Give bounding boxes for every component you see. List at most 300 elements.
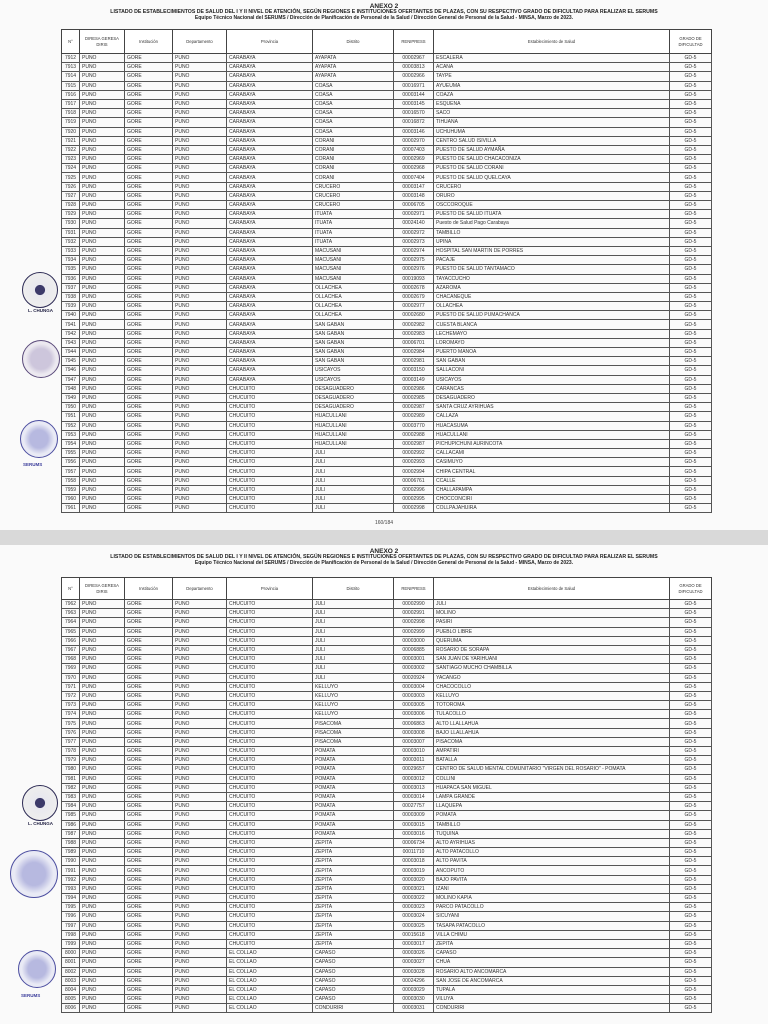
column-header: RENIPRESS: [394, 30, 434, 54]
table-cell: CAPASO: [313, 949, 394, 958]
table-cell: CAPASO: [313, 985, 394, 994]
table-cell: PUNO: [80, 412, 125, 421]
table-cell: GORE: [125, 191, 173, 200]
table-cell: PUNO: [80, 136, 125, 145]
table-cell: PUNO: [173, 467, 227, 476]
table-cell: CHUCUITO: [227, 485, 313, 494]
table-cell: PUNO: [173, 439, 227, 448]
anexo-label: ANEXO 2: [369, 3, 399, 10]
table-cell: UCHUHUMA: [434, 127, 670, 136]
table-cell: GORE: [125, 384, 173, 393]
table-cell: ROSARIO DE SORAPA: [434, 645, 670, 654]
table-cell: PUNO: [80, 338, 125, 347]
table-cell: PISACOMA: [313, 719, 394, 728]
table-cell: GD-5: [670, 485, 712, 494]
table-row: [62, 664, 712, 673]
table-cell: BATALLA: [434, 756, 670, 765]
table-cell: CHUCUITO: [227, 495, 313, 504]
column-header: Provincia: [227, 30, 313, 54]
table-cell: CHUCUITO: [227, 939, 313, 948]
table-cell: PUNO: [80, 664, 125, 673]
table-cell: SICUYANI: [434, 912, 670, 921]
table-cell: 00003031: [394, 1004, 434, 1013]
table-row: [62, 256, 712, 265]
table-cell: 7979: [62, 756, 80, 765]
table-cell: CHUCUITO: [227, 476, 313, 485]
table-cell: 7986: [62, 820, 80, 829]
table-cell: COAZA: [434, 90, 670, 99]
table-cell: GD-5: [670, 430, 712, 439]
table-cell: PUNO: [80, 173, 125, 182]
table-cell: 00002984: [394, 348, 434, 357]
table-cell: 8000: [62, 949, 80, 958]
table-cell: HUACULLANI: [313, 439, 394, 448]
table-cell: PUNO: [173, 329, 227, 338]
table-cell: CHUCUITO: [227, 884, 313, 893]
table-cell: POMATA: [313, 756, 394, 765]
table-cell: GORE: [125, 719, 173, 728]
table-cell: CONDURIRI: [434, 1004, 670, 1013]
table-cell: GORE: [125, 118, 173, 127]
table-cell: GD-5: [670, 476, 712, 485]
table-cell: GORE: [125, 848, 173, 857]
table-row: [62, 476, 712, 485]
table-cell: CONDURIRI: [313, 1004, 394, 1013]
table-cell: 00002976: [394, 265, 434, 274]
table-cell: PUNO: [80, 985, 125, 994]
table-cell: PUNO: [173, 256, 227, 265]
table-cell: PUNO: [80, 72, 125, 81]
table-cell: MACUSANI: [313, 246, 394, 255]
table-cell: GORE: [125, 145, 173, 154]
table-cell: PUNO: [80, 627, 125, 636]
table-row: [62, 756, 712, 765]
table-cell: CHALLAPAMPA: [434, 485, 670, 494]
table-cell: PUNO: [80, 467, 125, 476]
table-cell: 00002992: [394, 449, 434, 458]
table-cell: CHUCUITO: [227, 811, 313, 820]
table-cell: 7962: [62, 600, 80, 609]
table-cell: CARABAYA: [227, 173, 313, 182]
table-cell: PUNO: [80, 811, 125, 820]
table-cell: HUAPACA SAN MIGUEL: [434, 783, 670, 792]
table-cell: GD-5: [670, 921, 712, 930]
table-cell: CHACOCOLLO: [434, 682, 670, 691]
serums-seal-stamp: [10, 850, 58, 898]
table-cell: SAN JUAN DE YARIHUANI: [434, 655, 670, 664]
table-cell: PUNO: [173, 609, 227, 618]
table-cell: CALLACAMI: [434, 449, 670, 458]
table-row: [62, 857, 712, 866]
table-cell: SAN GABAN: [313, 329, 394, 338]
table-cell: GD-5: [670, 903, 712, 912]
table-row: [62, 939, 712, 948]
table-cell: 7940: [62, 311, 80, 320]
table-row: [62, 811, 712, 820]
table-cell: ITUATA: [313, 210, 394, 219]
table-row: [62, 719, 712, 728]
table-cell: 7951: [62, 412, 80, 421]
table-cell: PUNO: [173, 985, 227, 994]
table-cell: POMATA: [434, 811, 670, 820]
table-cell: PUNO: [173, 366, 227, 375]
table-cell: COLLPAJAHUIRA: [434, 504, 670, 513]
stamp-signature-label: L. CHUNGA: [28, 308, 53, 313]
table-cell: PUNO: [80, 976, 125, 985]
table-cell: CARABAYA: [227, 292, 313, 301]
table-cell: GD-5: [670, 393, 712, 402]
table-cell: 7983: [62, 792, 80, 801]
table-cell: GD-5: [670, 81, 712, 90]
table-cell: GORE: [125, 504, 173, 513]
table-cell: PUNO: [173, 357, 227, 366]
table-cell: 00003144: [394, 90, 434, 99]
table-cell: 7988: [62, 838, 80, 847]
table-cell: 7987: [62, 829, 80, 838]
table-cell: GORE: [125, 357, 173, 366]
column-header: Provincia: [227, 578, 313, 600]
table-cell: PISACOMA: [313, 728, 394, 737]
table-cell: GD-5: [670, 384, 712, 393]
table-cell: PUNO: [80, 403, 125, 412]
table-row: [62, 439, 712, 448]
table-cell: PUNO: [173, 756, 227, 765]
table-cell: GORE: [125, 645, 173, 654]
table-cell: 00002991: [394, 609, 434, 618]
table-cell: CAPASO: [313, 967, 394, 976]
table-cell: OLLACHEA: [313, 302, 394, 311]
table-cell: SAN GABAN: [313, 320, 394, 329]
table-cell: PUNO: [80, 645, 125, 654]
table-cell: GD-5: [670, 894, 712, 903]
table-row: [62, 421, 712, 430]
table-cell: PUNO: [80, 495, 125, 504]
table-cell: 7942: [62, 329, 80, 338]
table-cell: 7945: [62, 357, 80, 366]
table-cell: PUNO: [80, 618, 125, 627]
table-cell: USICAYOS: [313, 366, 394, 375]
table-cell: GD-5: [670, 811, 712, 820]
table-cell: PUNO: [173, 636, 227, 645]
table-cell: 8005: [62, 995, 80, 1004]
table-cell: 7939: [62, 302, 80, 311]
table-cell: PUNO: [80, 219, 125, 228]
table-cell: GD-5: [670, 939, 712, 948]
table-cell: 00003150: [394, 366, 434, 375]
table-cell: 7950: [62, 403, 80, 412]
table-cell: 8004: [62, 985, 80, 994]
table-cell: GORE: [125, 875, 173, 884]
table-row: [62, 884, 712, 893]
table-row: [62, 90, 712, 99]
table-cell: HOSPITAL SAN MARTIN DE PORRES: [434, 246, 670, 255]
table-cell: CAPASO: [313, 976, 394, 985]
table-cell: YACANGO: [434, 673, 670, 682]
table-cell: 7947: [62, 375, 80, 384]
table-cell: GORE: [125, 136, 173, 145]
table-cell: PUNO: [80, 476, 125, 485]
table-row: [62, 747, 712, 756]
table-cell: PUNO: [80, 884, 125, 893]
table-cell: PUNO: [80, 329, 125, 338]
table-cell: PUNO: [80, 375, 125, 384]
table-cell: LECHEMAYO: [434, 329, 670, 338]
table-cell: 7985: [62, 811, 80, 820]
table-cell: 7915: [62, 81, 80, 90]
table-cell: GORE: [125, 99, 173, 108]
table-cell: 00002994: [394, 467, 434, 476]
table-cell: PUNO: [173, 375, 227, 384]
table-cell: POMATA: [313, 783, 394, 792]
table-cell: 00003008: [394, 728, 434, 737]
table-row: [62, 600, 712, 609]
table-cell: 7937: [62, 283, 80, 292]
table-cell: PUNO: [80, 439, 125, 448]
table-cell: PUNO: [173, 829, 227, 838]
page-header: [0, 0, 768, 22]
table-cell: PUNO: [173, 393, 227, 402]
table-cell: CHUA: [434, 958, 670, 967]
table-cell: SAN GABAN: [434, 357, 670, 366]
table-cell: 7918: [62, 109, 80, 118]
table-cell: 00003027: [394, 958, 434, 967]
table-cell: OLLACHEA: [313, 283, 394, 292]
table-cell: ANCOPUTO: [434, 866, 670, 875]
table-cell: CARABAYA: [227, 283, 313, 292]
column-header: Distrito: [313, 578, 394, 600]
table-cell: CARABAYA: [227, 81, 313, 90]
table-cell: GORE: [125, 655, 173, 664]
table-cell: TAYACCUCHO: [434, 274, 670, 283]
table-row: [62, 903, 712, 912]
table-cell: PUNO: [173, 728, 227, 737]
table-cell: PUNO: [80, 636, 125, 645]
table-row: [62, 728, 712, 737]
table-cell: GD-5: [670, 967, 712, 976]
table-cell: GD-5: [670, 283, 712, 292]
table-cell: PUNO: [173, 283, 227, 292]
table-cell: PUNO: [80, 311, 125, 320]
table-cell: PUNO: [173, 783, 227, 792]
table-cell: 00003018: [394, 857, 434, 866]
table-row: [62, 930, 712, 939]
table-cell: 7974: [62, 710, 80, 719]
table-cell: 7982: [62, 783, 80, 792]
table-cell: GORE: [125, 949, 173, 958]
table-cell: 7966: [62, 636, 80, 645]
table-cell: POMATA: [313, 829, 394, 838]
table-cell: SAN GABAN: [313, 348, 394, 357]
table-cell: 7946: [62, 366, 80, 375]
table-cell: CHUCUITO: [227, 439, 313, 448]
table-cell: GD-5: [670, 237, 712, 246]
table-cell: 00002969: [394, 155, 434, 164]
column-header: N°: [62, 578, 80, 600]
table-cell: PUNO: [80, 967, 125, 976]
table-cell: 7968: [62, 655, 80, 664]
table-cell: 7995: [62, 903, 80, 912]
table-cell: ZEPITA: [313, 930, 394, 939]
stamp-serums-label: SERUMS: [23, 462, 43, 467]
table-cell: PUNO: [80, 164, 125, 173]
table-cell: KELLUYO: [313, 710, 394, 719]
table-cell: PUNO: [173, 838, 227, 847]
table-cell: 7998: [62, 930, 80, 939]
table-cell: PUNO: [80, 421, 125, 430]
table-cell: GD-5: [670, 72, 712, 81]
table-cell: CARABAYA: [227, 63, 313, 72]
table-cell: TAMBILLO: [434, 820, 670, 829]
table-cell: 00003014: [394, 792, 434, 801]
table-cell: PUNO: [80, 848, 125, 857]
table-cell: POMATA: [313, 811, 394, 820]
table-cell: JULI: [313, 485, 394, 494]
table-cell: 7923: [62, 155, 80, 164]
table-cell: KELLUYO: [313, 701, 394, 710]
table-cell: 00002679: [394, 292, 434, 301]
table-cell: PUNO: [80, 728, 125, 737]
table-row: [62, 774, 712, 783]
table-cell: GD-5: [670, 439, 712, 448]
table-cell: PUNO: [80, 820, 125, 829]
table-cell: GORE: [125, 737, 173, 746]
table-cell: PUNO: [173, 403, 227, 412]
table-row: [62, 737, 712, 746]
table-cell: 00003010: [394, 747, 434, 756]
table-cell: 00003012: [394, 774, 434, 783]
table-cell: KELLUYO: [313, 682, 394, 691]
table-row: [62, 109, 712, 118]
table-cell: OLLACHEA: [313, 292, 394, 301]
table-cell: 00003017: [394, 939, 434, 948]
table-cell: GORE: [125, 72, 173, 81]
table-cell: PUNO: [173, 664, 227, 673]
table-cell: GORE: [125, 627, 173, 636]
table-cell: GD-5: [670, 329, 712, 338]
table-cell: GORE: [125, 292, 173, 301]
table-cell: JULI: [313, 467, 394, 476]
table-cell: PUNO: [80, 191, 125, 200]
table-cell: PUNO: [80, 63, 125, 72]
table-cell: CARABAYA: [227, 256, 313, 265]
table-cell: 7928: [62, 201, 80, 210]
table-cell: 7953: [62, 430, 80, 439]
table-cell: CUESTA BLANCA: [434, 320, 670, 329]
table-cell: PUNO: [173, 921, 227, 930]
table-cell: PUNO: [173, 495, 227, 504]
table-cell: 00002990: [394, 600, 434, 609]
table-row: [62, 912, 712, 921]
table-cell: PUNO: [80, 875, 125, 884]
table-cell: 00003025: [394, 921, 434, 930]
table-row: [62, 292, 712, 301]
table-cell: PUNO: [173, 857, 227, 866]
table-cell: PUNO: [80, 701, 125, 710]
table-cell: 8001: [62, 958, 80, 967]
table-cell: CHUCUITO: [227, 701, 313, 710]
table-cell: ZEPITA: [313, 939, 394, 948]
table-cell: PUNO: [80, 81, 125, 90]
table-cell: GORE: [125, 747, 173, 756]
table-cell: 00003003: [394, 691, 434, 700]
table-cell: PUNO: [173, 765, 227, 774]
table-row: [62, 302, 712, 311]
table-cell: GORE: [125, 458, 173, 467]
table-cell: 00020924: [394, 673, 434, 682]
table-cell: CAPASO: [313, 958, 394, 967]
table-cell: JULI: [313, 664, 394, 673]
table-cell: 00006701: [394, 338, 434, 347]
table-cell: JULI: [313, 449, 394, 458]
table-cell: CHUCUITO: [227, 719, 313, 728]
table-cell: LAMPA GRANDE: [434, 792, 670, 801]
table-cell: PUNO: [80, 182, 125, 191]
table-cell: GORE: [125, 829, 173, 838]
table-cell: CHOCCONCIRI: [434, 495, 670, 504]
table-cell: GD-5: [670, 320, 712, 329]
table-cell: 7921: [62, 136, 80, 145]
table-cell: DESAGUADERO: [313, 403, 394, 412]
table-cell: PUNO: [80, 958, 125, 967]
table-row: [62, 311, 712, 320]
table-cell: 7952: [62, 421, 80, 430]
table-header-row: [62, 30, 712, 54]
table-cell: CHUCUITO: [227, 393, 313, 402]
table-cell: TAMBILLO: [434, 228, 670, 237]
table-cell: GORE: [125, 673, 173, 682]
table-cell: PUNO: [80, 430, 125, 439]
table-cell: PUNO: [173, 958, 227, 967]
table-row: [62, 820, 712, 829]
table-cell: COASA: [313, 81, 394, 90]
table-cell: JULI: [313, 618, 394, 627]
table-cell: GORE: [125, 682, 173, 691]
table-row: [62, 866, 712, 875]
table-cell: CHUCUITO: [227, 458, 313, 467]
table-cell: 7934: [62, 256, 80, 265]
table-cell: PUNO: [80, 485, 125, 494]
table-cell: GD-5: [670, 118, 712, 127]
table-cell: PUNO: [173, 145, 227, 154]
table-cell: PUESTO DE SALUD TANTAMACO: [434, 265, 670, 274]
table-cell: EL COLLAO: [227, 958, 313, 967]
table-cell: PUNO: [173, 710, 227, 719]
table-cell: PUNO: [80, 90, 125, 99]
table-cell: EL COLLAO: [227, 995, 313, 1004]
table-cell: PUNO: [80, 719, 125, 728]
table-cell: GD-5: [670, 673, 712, 682]
table-cell: HUACULLANI: [313, 421, 394, 430]
table-cell: CRUCERO: [313, 191, 394, 200]
table-row: [62, 627, 712, 636]
table-cell: SANTIAGO MUCHO CHAMBILLA: [434, 664, 670, 673]
table-cell: 7917: [62, 99, 80, 108]
table-cell: GORE: [125, 246, 173, 255]
table-cell: ALTO PAVITA: [434, 857, 670, 866]
table-cell: PUNO: [173, 155, 227, 164]
table-cell: PUNO: [80, 145, 125, 154]
table-cell: 7975: [62, 719, 80, 728]
table-cell: GD-5: [670, 802, 712, 811]
table-row: [62, 320, 712, 329]
table-cell: GORE: [125, 54, 173, 63]
table-cell: ESCALERA: [434, 54, 670, 63]
table-cell: CARABAYA: [227, 72, 313, 81]
table-cell: ZEPITA: [313, 875, 394, 884]
table-row: [62, 829, 712, 838]
table-cell: PUNO: [80, 504, 125, 513]
table-cell: AYAPATA: [313, 54, 394, 63]
